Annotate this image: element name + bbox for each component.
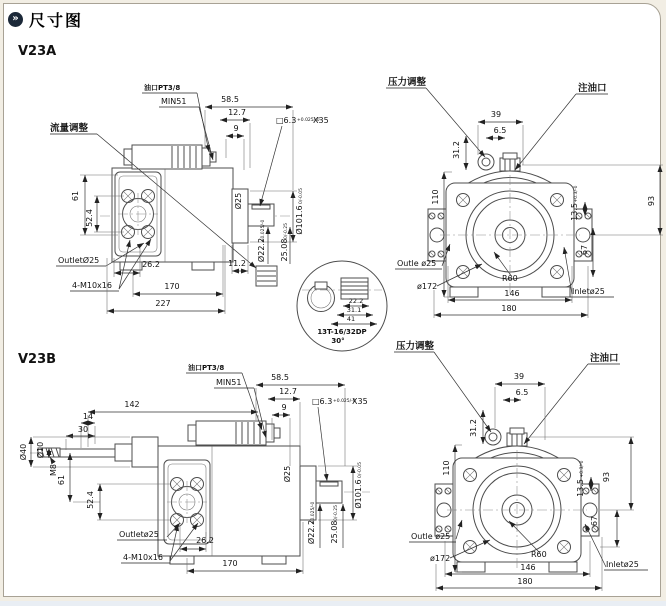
v23a-side-view (50, 83, 329, 314)
dia-10: Ø10 (36, 441, 45, 459)
spline-pressure-angle: 30° (331, 337, 345, 345)
dim-180: 180 (501, 304, 517, 313)
dim-146: 146 (520, 563, 536, 572)
dim-180: 180 (517, 577, 533, 586)
dim-13-5: 13.5 (576, 479, 585, 497)
spline-spec: 13T-16/32DP (317, 328, 367, 336)
keyway-spec: □6.3 (312, 397, 333, 406)
dia-172: ø172 (430, 554, 451, 563)
outlet-label: OutletØ25 (58, 256, 100, 265)
outlet-label: Outletø25 (119, 530, 159, 539)
v23a-rear-view (386, 76, 663, 318)
dim-227: 227 (155, 299, 171, 308)
pressure-adjust-label: 压力调整 (388, 77, 427, 88)
dim-31-2: 31.2 (452, 141, 461, 159)
dim-39: 39 (490, 110, 502, 119)
key-height-tolerance: 0/-0.25 (284, 222, 289, 240)
keyway-spec: □6.3 (276, 116, 297, 125)
dim-9: 9 (281, 403, 287, 412)
keyway-length: X35 (313, 116, 329, 125)
rear-outlet-label: Outle ø25 (397, 259, 437, 268)
dim-142: 142 (124, 400, 140, 409)
spline-teeth (341, 278, 368, 299)
dim-30: 30 (77, 425, 89, 434)
dim-67: 67 (590, 515, 599, 527)
dim-52-4: 52.4 (86, 491, 95, 509)
thru-screw-boss (132, 437, 158, 467)
oil-fill-label: 注油口 (578, 83, 607, 94)
dim-26-2: 26.2 (196, 536, 214, 545)
dim-58-5: 58.5 (221, 95, 239, 104)
keyway-tolerance: +0.025/-0 (333, 399, 356, 404)
dia-40: Ø40 (19, 443, 28, 461)
dim-12-7: 12.7 (228, 108, 246, 117)
dim-93: 93 (602, 471, 611, 483)
dim-58-5: 58.5 (271, 373, 289, 382)
keyway-length: X35 (352, 397, 368, 406)
shaft-end-diameter: Ø22.2 (307, 519, 316, 545)
mount-bolts-label: 4-M10x16 (123, 553, 163, 562)
min51-label: MIN51 (216, 378, 242, 387)
detail-dim-31-1: 31.1 (346, 306, 362, 314)
dim-13-5-tolerance: +0.3/-0 (574, 185, 579, 203)
dim-170: 170 (164, 282, 180, 291)
mount-bolts-label: 4-M10x16 (72, 281, 112, 290)
pilot-diameter: Ø101.6 (354, 479, 363, 509)
thread-m8: M8 (49, 464, 58, 476)
dim-9: 9 (233, 124, 239, 133)
shaft-end-diameter: Ø22.2 (257, 237, 266, 263)
shaft-end-tolerance: +0.025/-0 (311, 501, 316, 525)
rear-outlet-label: Outle ø25 (411, 532, 451, 541)
detail-dim-22-2: 22.2 (348, 297, 364, 305)
detail-dim-41: 41 (346, 315, 356, 323)
dim-31-2: 31.2 (469, 419, 478, 437)
v23b-side-view (18, 363, 370, 574)
key-height-tolerance: 0/-0.25 (334, 504, 339, 522)
dim-11-2: 11.2 (228, 259, 246, 268)
dim-14: 14 (82, 412, 94, 421)
dia-172: ø172 (417, 282, 438, 291)
double-arrow-bullet-icon: » (8, 12, 23, 27)
dim-39: 39 (513, 372, 525, 381)
dim-6-5: 6.5 (493, 126, 507, 135)
compensator-cylinder (124, 145, 216, 169)
dim-6-5: 6.5 (515, 388, 529, 397)
pressure-adjust-label: 压力调整 (396, 341, 435, 352)
flow-adjust-label: 流量调整 (50, 123, 89, 134)
dim-146: 146 (504, 289, 520, 298)
oil-port-label: 油口PT3/8 (144, 84, 181, 92)
thru-screw-rod (60, 449, 115, 457)
section-label-v23b: V23B (18, 352, 57, 367)
key-height: 25.08 (330, 520, 339, 544)
v23a-side-pump-outline (100, 145, 290, 286)
shaft-diameter: Ø25 (283, 465, 292, 483)
dim-93: 93 (647, 195, 656, 207)
pilot-tolerance: 0/-0.05 (358, 461, 363, 479)
section-header (8, 8, 83, 31)
compensator-cylinder (188, 421, 280, 445)
dim-13-5-tolerance: +0.3/-0 (580, 460, 585, 478)
min51-label: MIN51 (161, 97, 187, 106)
pilot-tolerance: 0/-0.05 (299, 187, 304, 205)
shaft-spline-detail-circle (297, 261, 387, 351)
shaft-end-tolerance: +0.025/-0 (261, 219, 266, 243)
dim-170: 170 (222, 559, 238, 568)
dim-67: 67 (580, 244, 589, 256)
dim-61: 61 (57, 474, 66, 486)
dim-26-2: 26.2 (142, 260, 160, 269)
page-title: 尺寸图 (29, 11, 84, 30)
v23b-rear-view (394, 340, 648, 591)
radius-r60: R60 (502, 274, 518, 283)
dim-52-4: 52.4 (85, 209, 94, 227)
radius-r60: R60 (531, 550, 547, 559)
dim-110: 110 (431, 189, 440, 205)
dim-12-7: 12.7 (279, 387, 297, 396)
dim-13-5: 13.5 (570, 203, 579, 221)
inlet-label: Inletø25 (606, 560, 639, 569)
inlet-label: Inletø25 (572, 287, 605, 296)
section-label-v23a: V23A (18, 44, 57, 59)
shaft-diameter: Ø25 (234, 192, 243, 210)
dim-110: 110 (442, 460, 451, 476)
key-height: 25.08 (280, 238, 289, 262)
keyway-tolerance: +0.025/-0 (297, 118, 320, 123)
pilot-diameter: Ø101.6 (295, 205, 304, 235)
oil-fill-label: 注油口 (590, 353, 619, 364)
dim-61: 61 (71, 190, 80, 202)
v23b-rear-pump-outline (435, 428, 599, 572)
oil-port-label: 油口PT3/8 (188, 364, 225, 372)
